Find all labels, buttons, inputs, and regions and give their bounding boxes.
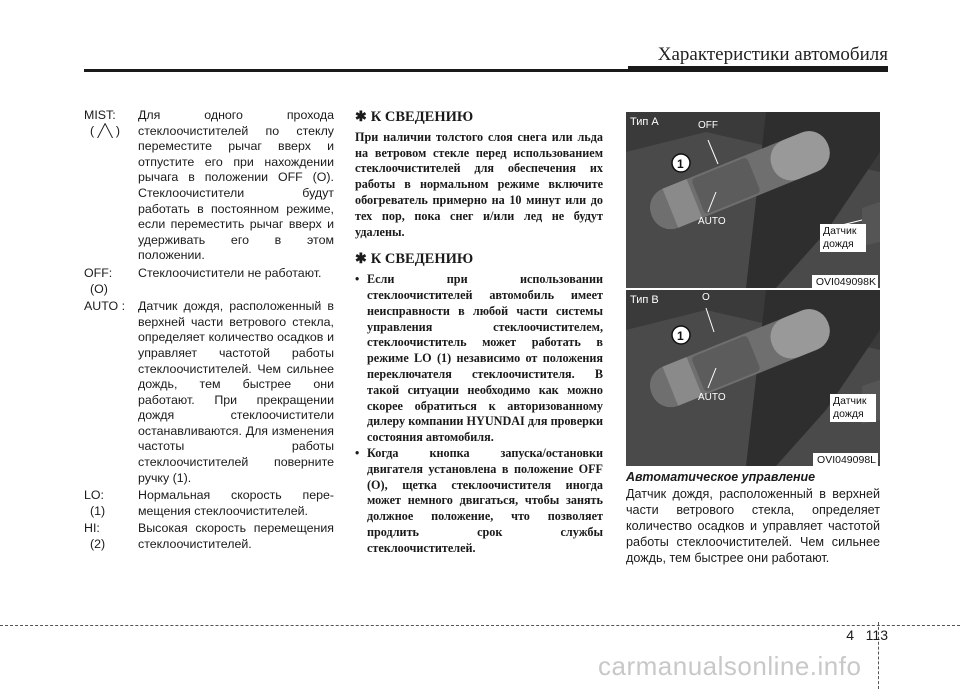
mode-lo [84, 488, 334, 519]
mode-term: HI: [84, 521, 100, 536]
mode-description: Датчик дождя, расположенный в верхней части ветрового стекла, определяет количество осадков и управляет частотой работы стеклоочистителей. Чем сильнее дождь, тем быстрее они работают. При прекращении дождя стеклоочистители останавливаются. Для изменения частоты работы стеклоочистителей поверните ручку (1). [138, 299, 334, 485]
figure-type-b [626, 290, 880, 466]
page-header-title: Характеристики автомобиля [657, 44, 888, 65]
auto-position-label: AUTO [698, 216, 726, 227]
bullet-icon: • [355, 445, 360, 460]
note-bullet: • Когда кнопка запуска/остановки двигателя установлена в положение OFF (O), щетка стеклоочистителя иногда может немного двигаться, чтобы занять должное положение, что позволяет продлить срок службы стеклоочистителей. [355, 445, 603, 555]
svg-text:1: 1 [677, 157, 684, 171]
rain-sensor-label: Датчик дождя [830, 394, 876, 422]
note-title: ✱ К СВЕДЕНИЮ [355, 251, 474, 268]
page-number: 4 113 [846, 627, 888, 643]
mode-symbol: (O) [90, 281, 108, 296]
footer-rule [0, 625, 960, 626]
bullet-icon: • [355, 272, 360, 287]
rain-sensor-label: Датчик дождя [820, 224, 866, 252]
wiper-stalk-illustration [626, 290, 880, 466]
mode-symbol: (1) [90, 503, 106, 518]
figure-type-a [626, 112, 880, 288]
mode-hi [84, 521, 334, 552]
note-body: При наличии толстого слоя снега или льда на ветровом стекле перед использованием стеклоочистителей для обеспечения их работы в нормальном режиме включите обогреватель примерно на 10 минут или до тех пор, пока снег и/или лед не будут удалены. [355, 129, 603, 239]
mode-description: Для одного прохода стеклоочистителей по стеклу переместите рычаг вверх и отпустите его при нахождении рычага в положении OFF (O). Стеклоочистители будут работать в постоянном режиме, если переместить рычаг вверх и удерживать его в этом положении. [138, 108, 334, 263]
mode-term: AUTO : [84, 299, 126, 314]
mode-description: Высокая скорость перемещения стеклоочистителей. [138, 521, 334, 552]
wiper-stalk-illustration [626, 112, 880, 288]
figure-code: OVI049098L [813, 453, 878, 466]
section-text: Датчик дождя, расположенный в верхней части ветрового стекла, определяет количество осадков и управляет частотой работы стеклоочистителей. Чем сильнее дождь, тем быстрее они работают. [626, 487, 880, 565]
notes-column [355, 110, 603, 557]
watermark: carmanualsonline.info [598, 651, 862, 681]
mode-term: OFF: [84, 265, 113, 280]
mode-mist [84, 108, 334, 264]
mode-symbol: ( ╱╲ ) [90, 123, 121, 138]
asterisk-icon: ✱ [355, 110, 367, 125]
svg-text:1: 1 [677, 329, 684, 343]
mode-auto [84, 299, 334, 486]
asterisk-icon: ✱ [355, 252, 367, 268]
mode-symbol: (2) [90, 537, 106, 552]
figure-code: OVI049098K [812, 275, 878, 288]
figure-type-label: Тип B [630, 294, 659, 306]
note-bullet: • Если при использовании стеклоочистителей автомобиль имеет неисправности в любой части системы управления стеклоочистителем, стеклоочиститель может работать в режиме LO (1) независимо от положения переключателя стеклоочистителя. В такой ситуации необходимо как можно скорее обратиться к авторизованному дилеру компании HYUNDAI для проверки состояния автомобиля. [355, 272, 603, 445]
off-position-label: OFF [698, 120, 718, 131]
off-position-label: O [702, 292, 710, 303]
mode-description: Нормальная скорость пере-мещения стеклоочистителей. [138, 488, 334, 518]
wiper-modes-list [84, 108, 334, 555]
note-title: ✱ К СВЕДЕНИЮ [355, 109, 474, 125]
figure-type-label: Тип A [630, 116, 659, 128]
section-caption: Автоматическое управление [626, 470, 816, 484]
auto-position-label: AUTO [698, 392, 726, 403]
header-rule-accent [628, 66, 888, 72]
mode-term: MIST: [84, 108, 116, 122]
mode-term: LO: [84, 488, 104, 503]
mode-description: Стеклоочистители не работают. [138, 265, 322, 280]
mode-off [84, 266, 334, 297]
